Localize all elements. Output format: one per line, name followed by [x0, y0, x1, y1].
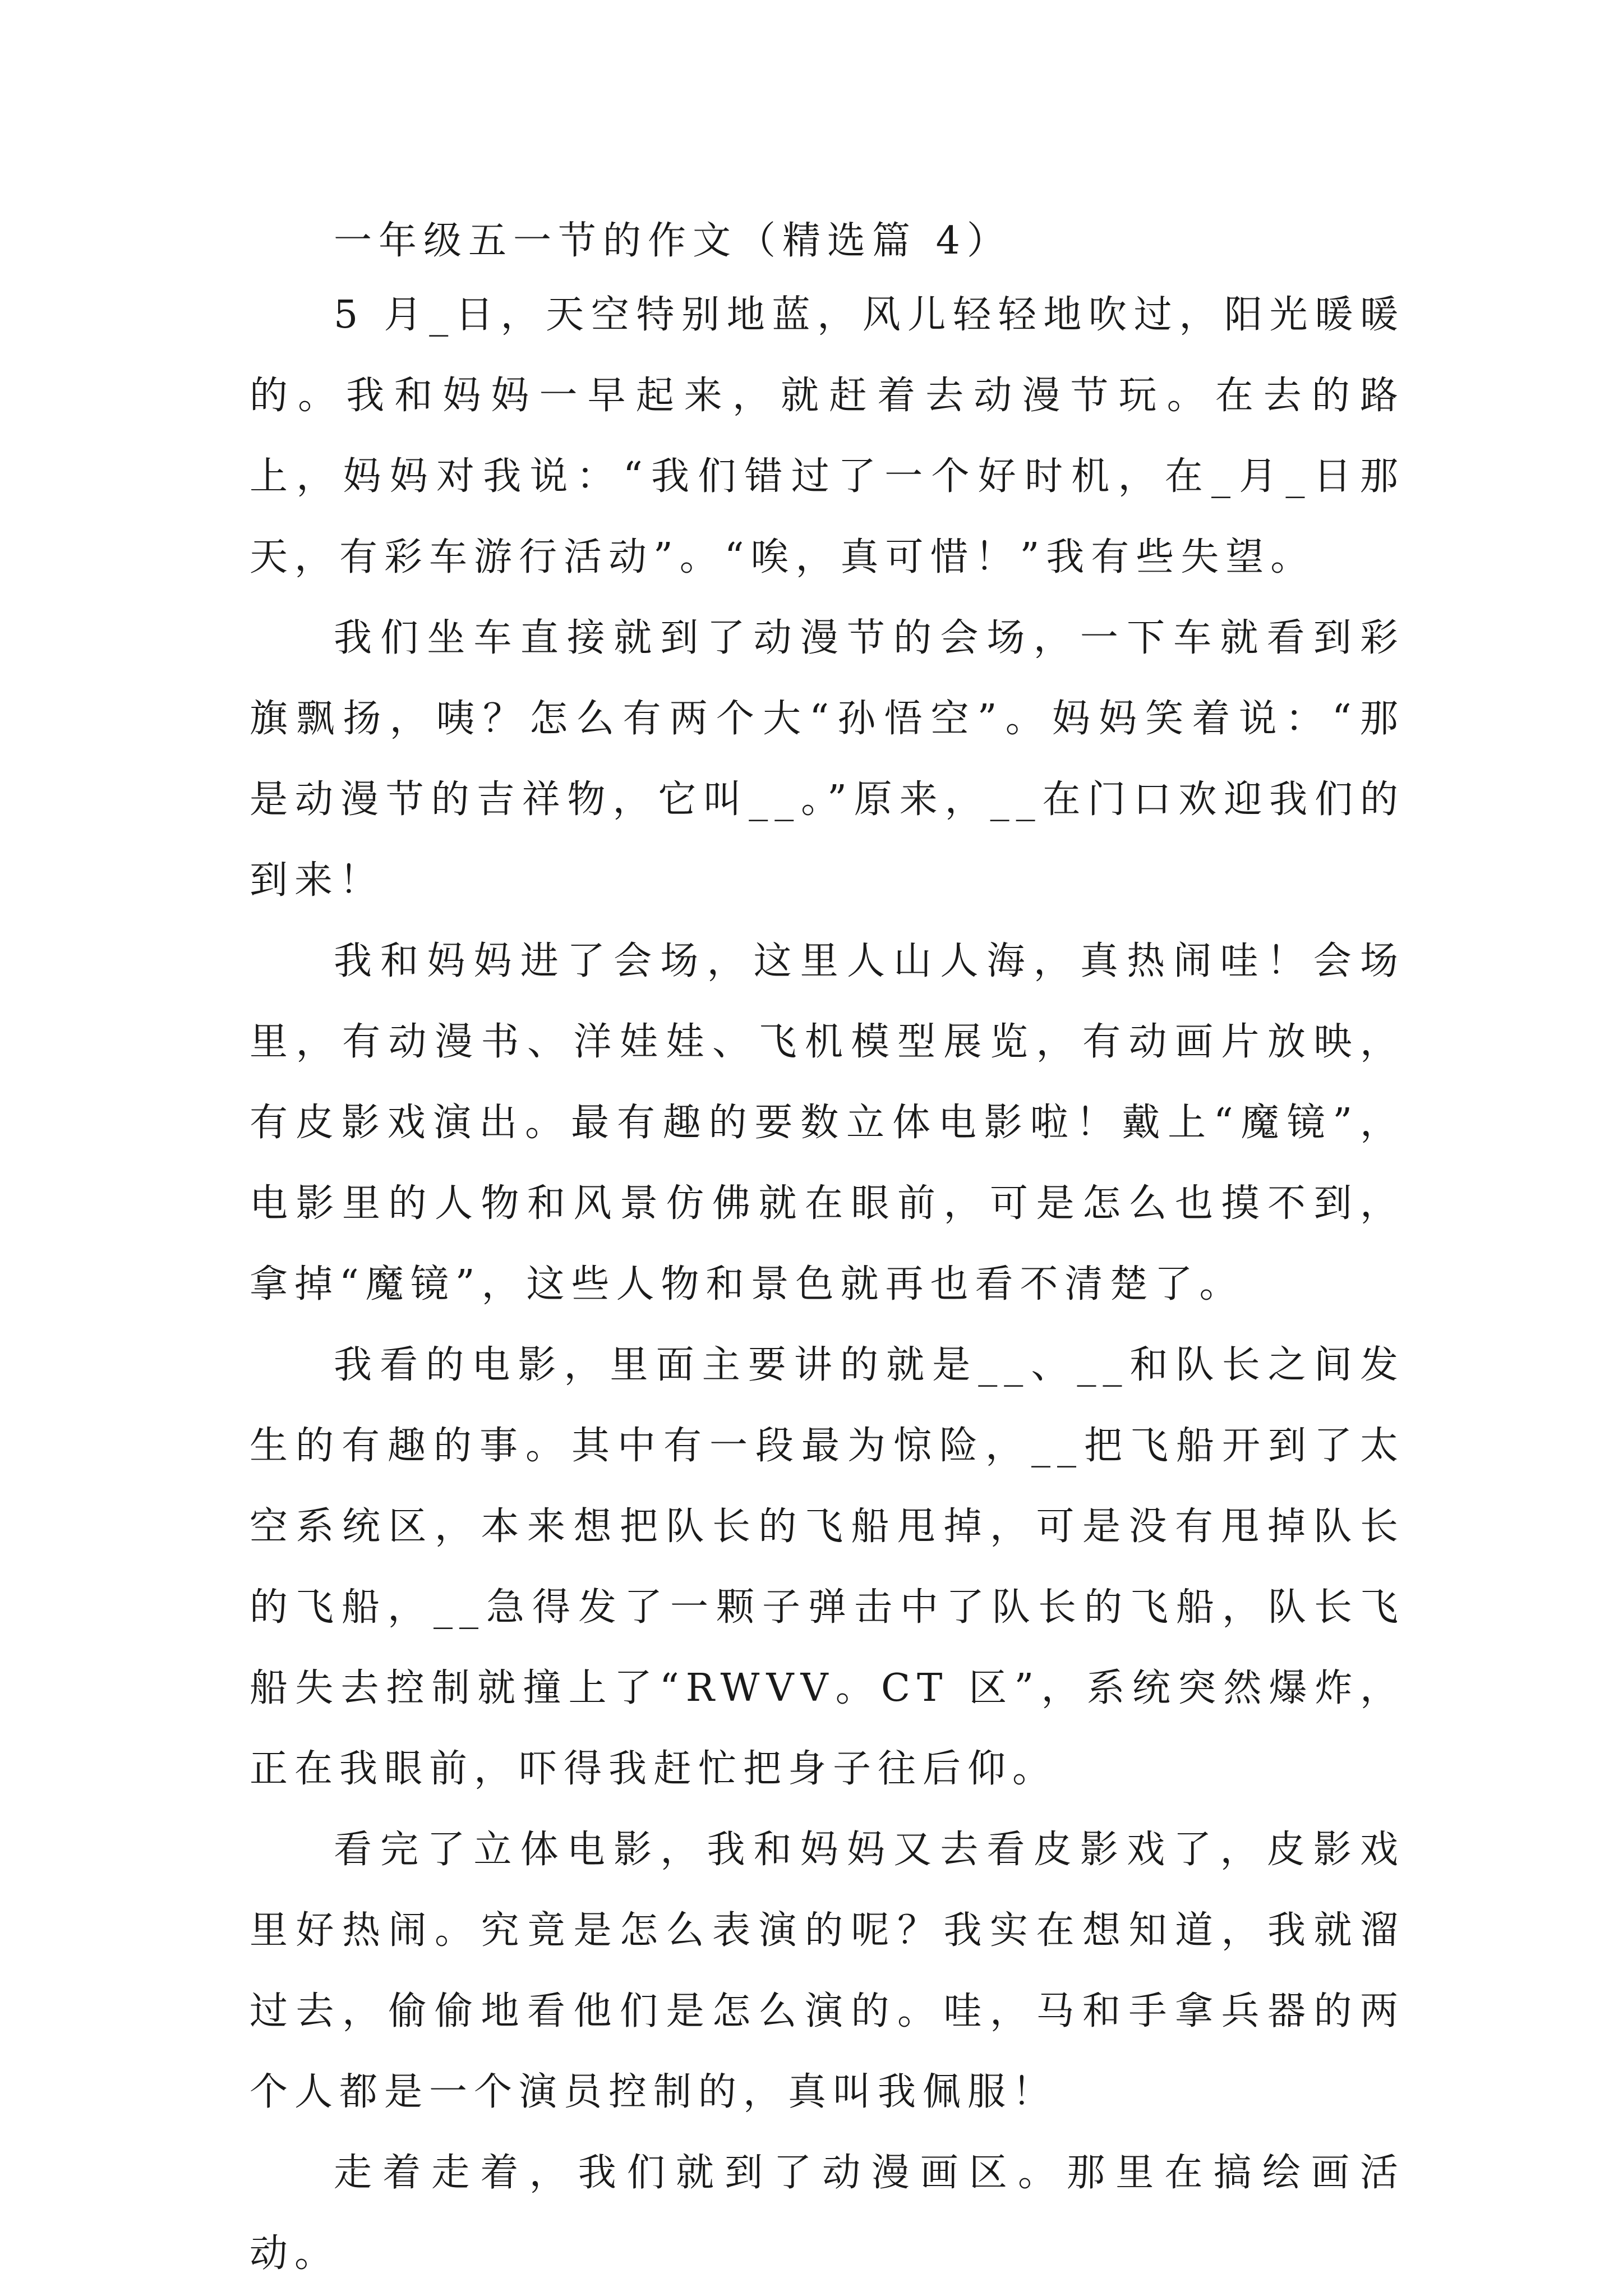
essay-paragraph: 我看的电影，里面主要讲的就是__、__和队长之间发生的有趣的事。其中有一段最为惊险，__把飞船开到了太空系统区，本来想把队长的飞船甩掉，可是没有甩掉队长的飞船，__急得发了一颗子弹击中了队长的飞船，队长飞船失去控制就撞上了“RWVV。CT 区”，系统突然爆炸，正在我眼前，吓得我赶忙把身子往后仰。 [250, 1343, 1405, 1791]
essay-body [250, 208, 1405, 2294]
essay-paragraph: 我和妈妈进了会场，这里人山人海，真热闹哇！会场里，有动漫书、洋娃娃、飞机模型展览，有动画片放映，有皮影戏演出。最有趣的要数立体电影啦！戴上“魔镜”，电影里的人物和风景仿佛就在眼前，可是怎么也摸不到，拿掉“魔镜”，这些人物和景色就再也看不清楚了。 [250, 939, 1405, 1306]
essay-paragraph: 走着走着，我们就到了动漫画区。那里在搞绘画活动。 [250, 2151, 1405, 2276]
essay-title: 一年级五一节的作文（精选篇 4） [334, 219, 1012, 263]
essay-paragraph: 看完了立体电影，我和妈妈又去看皮影戏了，皮影戏里好热闹。究竟是怎么表演的呢？我实在想知道，我就溜过去，偷偷地看他们是怎么演的。哇，马和手拿兵器的两个人都是一个演员控制的，真叫我佩服！ [250, 1828, 1405, 2114]
essay-paragraph: 我们坐车直接就到了动漫节的会场，一下车就看到彩旗飘扬，咦？怎么有两个大“孙悟空”。妈妈笑着说：“那是动漫节的吉祥物，它叫__。”原来，__在门口欢迎我们的到来！ [250, 616, 1405, 903]
essay-paragraph: 5 月_日，天空特别地蓝，风儿轻轻地吹过，阳光暖暖的。我和妈妈一早起来，就赶着去动漫节玩。在去的路上，妈妈对我说：“我们错过了一个好时机，在_月_日那天，有彩车游行活动”。“唉，真可惜！”我有些失望。 [250, 293, 1405, 579]
